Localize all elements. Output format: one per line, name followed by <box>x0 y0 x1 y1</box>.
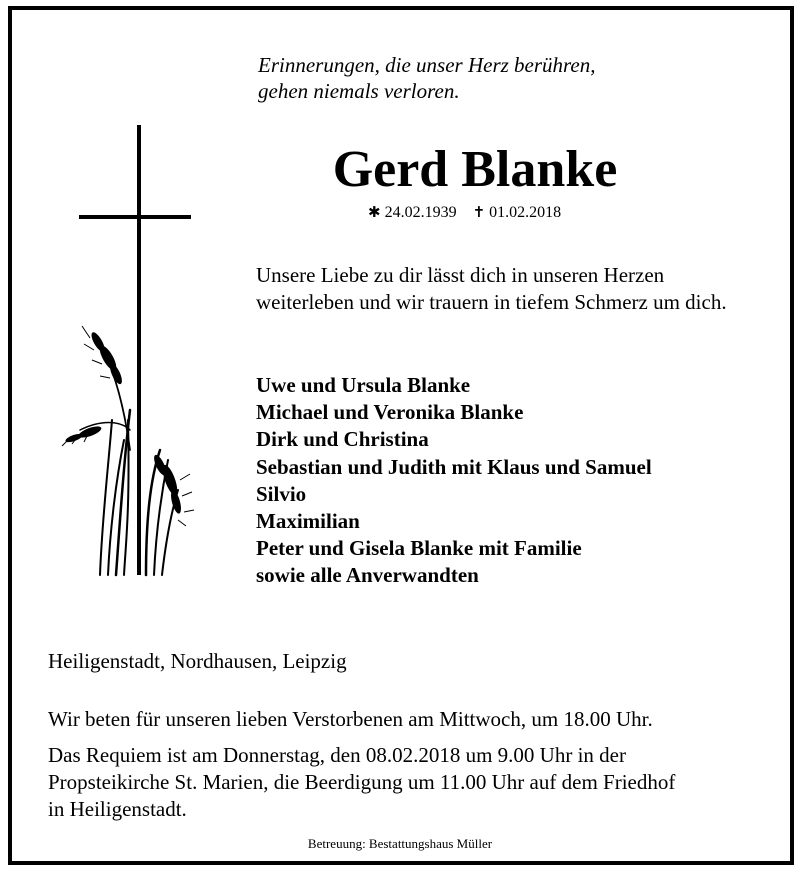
requiem-line: in Heiligenstadt. <box>48 797 187 821</box>
cross-with-wheat-icon <box>50 120 210 590</box>
mourner-name: Michael und Veronika Blanke <box>256 400 524 425</box>
mourner-name: Sebastian und Judith mit Klaus und Samuel <box>256 454 652 479</box>
mourning-message: Unsere Liebe zu dir lässt dich in unseren Herzen weiterleben und wir trauern in tiefem Schmerz um dich. <box>256 263 727 314</box>
prayer-notice: Wir beten für unseren lieben Verstorbenen am Mittwoch, um 18.00 Uhr. <box>48 707 653 731</box>
death-cross-icon: ✝ <box>472 205 486 221</box>
life-dates <box>368 202 561 224</box>
motto-line: Erinnerungen, die unser Herz berühren, <box>258 53 596 77</box>
mourner-name: Uwe und Ursula Blanke <box>256 373 471 397</box>
birth-star-icon: ✱ <box>368 205 381 221</box>
mourner-name: Dirk und Christina <box>256 427 429 452</box>
motto-line: gehen niemals verloren. <box>258 79 460 103</box>
deceased-name: Gerd Blanke <box>332 141 618 198</box>
mourner-name: Peter und Gisela Blanke mit Familie <box>256 536 582 561</box>
funeral-home-credit: Betreuung: Bestattungshaus Müller <box>307 836 493 851</box>
mourner-name: Maximilian <box>256 509 360 534</box>
mourners-list <box>256 372 652 590</box>
requiem-notice <box>48 742 778 823</box>
requiem-line: Propsteikirche St. Marien, die Beerdigung um 11.00 Uhr auf dem Friedhof <box>48 770 676 794</box>
requiem-line: Das Requiem ist am Donnerstag, den 08.02.2018 um 9.00 Uhr in der <box>48 743 626 767</box>
locations: Heiligenstadt, Nordhausen, Leipzig <box>48 649 347 673</box>
mourner-name: sowie alle Anverwandten <box>256 563 479 588</box>
birth-date: 24.02.1939 <box>384 204 457 221</box>
mourner-name: Silvio <box>256 481 307 506</box>
motto-quote <box>258 52 596 104</box>
death-date: 01.02.2018 <box>489 204 562 221</box>
